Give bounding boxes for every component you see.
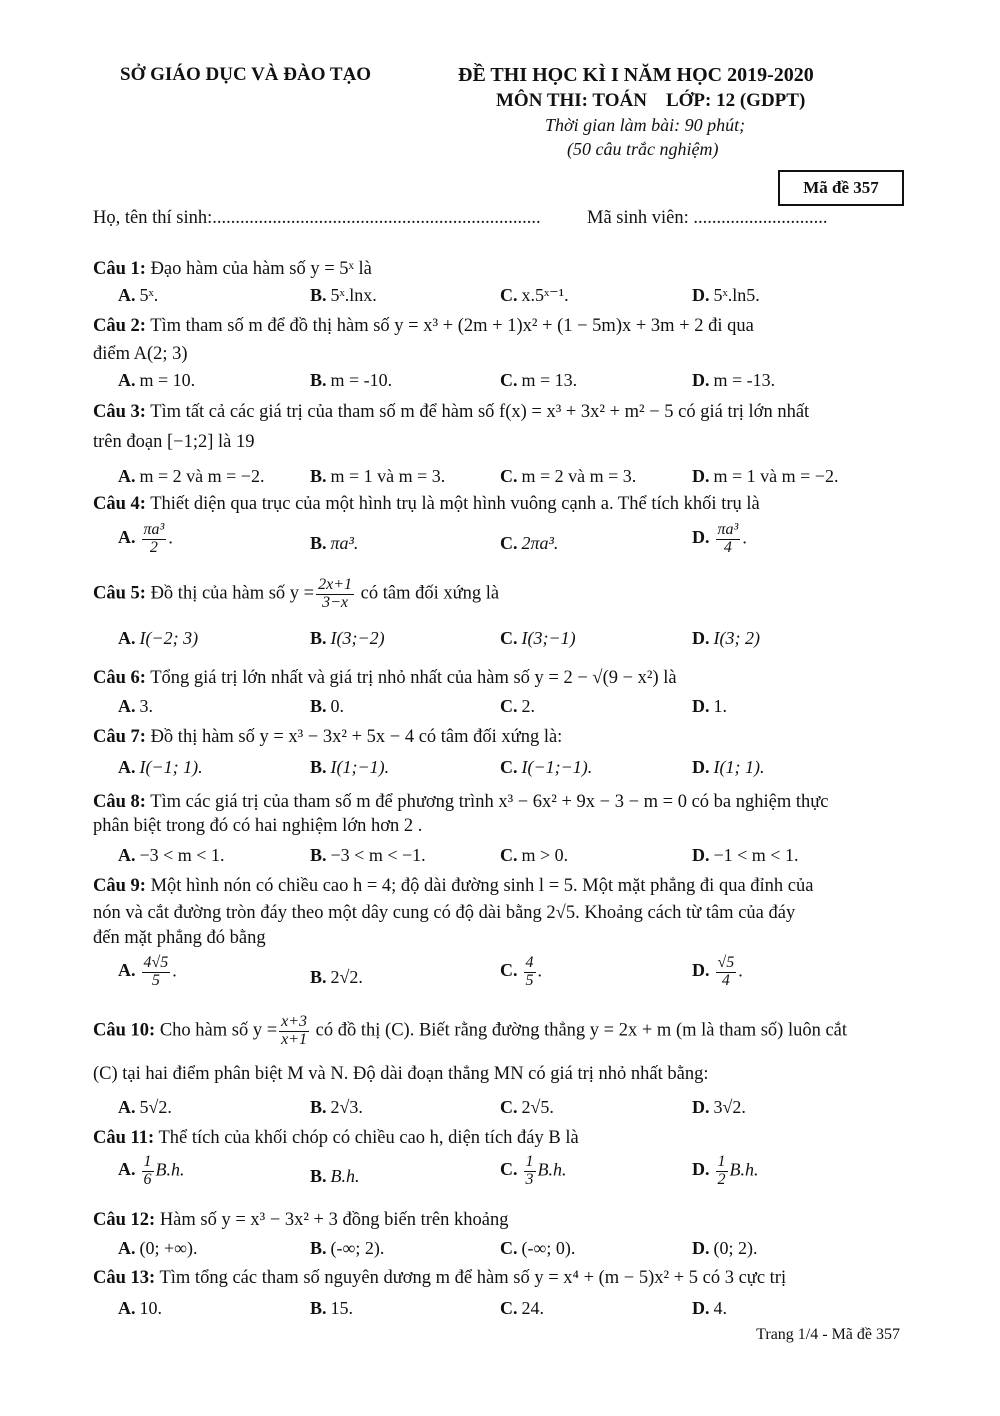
student-id-field[interactable]: Mã sinh viên: ............................. [587, 208, 828, 228]
q11-option-c[interactable]: C. $\frac{1}{3}$ B.h. [500, 1153, 567, 1188]
q7-option-b[interactable]: B. I(1;−1). [310, 757, 390, 777]
q4-option-a[interactable]: A. $\frac{\text{πa³}}{2}$ . [118, 521, 173, 556]
question-9-cont-2: đến mặt phẳng đó bằng [93, 928, 266, 948]
page-footer: Trang 1/4 - Mã đề 357 [756, 1326, 900, 1343]
q13-option-b[interactable]: B. 15. [310, 1298, 354, 1318]
question-1: Câu 1: Đạo hàm của hàm số y = 5ˣ là [93, 259, 372, 279]
q5-option-b[interactable]: B. I(3;−2) [310, 628, 385, 648]
q2-option-b[interactable]: B. m = -10. [310, 370, 393, 390]
q13-option-d[interactable]: D. 4. [692, 1298, 727, 1318]
q9-option-c[interactable]: C. $\frac{4}{5}$ . [500, 954, 542, 989]
q8-option-a[interactable]: A. −3 < m < 1. [118, 845, 225, 865]
q8-option-d[interactable]: D. −1 < m < 1. [692, 845, 799, 865]
exam-title: ĐỀ THI HỌC KÌ I NĂM HỌC 2019-2020 [458, 64, 814, 86]
question-9-cont-1: nón và cắt đường tròn đáy theo một dây cung có độ dài bằng 2√5. Khoảng cách từ tâm của đáy [93, 903, 796, 923]
q7-option-a[interactable]: A. I(−1; 1). [118, 757, 203, 777]
department-name: SỞ GIÁO DỤC VÀ ĐÀO TẠO [120, 64, 372, 85]
question-13: Câu 13: Tìm tổng các tham số nguyên dương m để hàm số y = x⁴ + (m − 5)x² + 5 có 3 cực trị [93, 1268, 787, 1288]
question-2: Câu 2: Tìm tham số m để đồ thị hàm số y = x³ + (2m + 1)x² + (1 − 5m)x + 3m + 2 đi qua [93, 316, 754, 336]
q12-option-b[interactable]: B. (-∞; 2). [310, 1238, 385, 1258]
q2-option-a[interactable]: A. m = 10. [118, 370, 196, 390]
question-2-cont: điểm A(2; 3) [93, 344, 188, 364]
question-12: Câu 12: Hàm số y = x³ − 3x² + 3 đồng biến trên khoảng [93, 1210, 509, 1230]
q10-option-a[interactable]: A. 5√2. [118, 1097, 172, 1117]
q4-option-b[interactable]: B. πa³. [310, 533, 359, 553]
q6-option-a[interactable]: A. 3. [118, 696, 153, 716]
q11-option-a[interactable]: A. $\frac{1}{6}$ B.h. [118, 1153, 185, 1188]
question-8-cont: phân biệt trong đó có hai nghiệm lớn hơn 2 . [93, 816, 423, 836]
question-7: Câu 7: Đồ thị hàm số y = x³ − 3x² + 5x − 4 có tâm đối xứng là: [93, 727, 563, 747]
question-3-cont: trên đoạn [−1;2] là 19 [93, 432, 255, 452]
q8-option-b[interactable]: B. −3 < m < −1. [310, 845, 426, 865]
q3-option-a[interactable]: A. m = 2 và m = −2. [118, 466, 265, 486]
q1-option-b[interactable]: B. 5ˣ.lnx. [310, 285, 377, 305]
question-3: Câu 3: Tìm tất cả các giá trị của tham số m để hàm số f(x) = x³ + 3x² + m² − 5 có giá trị lớn nhất [93, 402, 810, 422]
q2-option-d[interactable]: D. m = -13. [692, 370, 776, 390]
q10-option-c[interactable]: C. 2√5. [500, 1097, 554, 1117]
q5-option-a[interactable]: A. I(−2; 3) [118, 628, 199, 648]
question-8: Câu 8: Tìm các giá trị của tham số m để phương trình x³ − 6x² + 9x − 3 − m = 0 có ba nghiệm thực [93, 792, 829, 812]
q13-option-c[interactable]: C. 24. [500, 1298, 544, 1318]
question-11: Câu 11: Thể tích của khối chóp có chiều cao h, diện tích đáy B là [93, 1128, 579, 1148]
exam-code-box: Mã đề 357 [778, 170, 904, 206]
q7-option-c[interactable]: C. I(−1;−1). [500, 757, 593, 777]
question-6: Câu 6: Tổng giá trị lớn nhất và giá trị nhỏ nhất của hàm số y = 2 − √(9 − x²) là [93, 668, 677, 688]
exam-subject: MÔN THI: TOÁN LỚP: 12 (GDPT) [496, 90, 806, 111]
question-5: Câu 5: Đồ thị của hàm số y = $\frac{2x+1}{3-x}$ có tâm đối xứng là [93, 576, 500, 611]
q1-option-a[interactable]: A. 5ˣ. [118, 285, 159, 305]
q12-option-a[interactable]: A. (0; +∞). [118, 1238, 198, 1258]
question-9: Câu 9: Một hình nón có chiều cao h = 4; độ dài đường sinh l = 5. Một mặt phẳng đi qua đỉnh của [93, 876, 814, 896]
q9-option-b[interactable]: B. 2√2. [310, 967, 363, 987]
q12-option-c[interactable]: C. (-∞; 0). [500, 1238, 576, 1258]
q5-option-c[interactable]: C. I(3;−1) [500, 628, 576, 648]
q11-option-d[interactable]: D. $\frac{1}{2}$ B.h. [692, 1153, 759, 1188]
question-count: (50 câu trắc nghiệm) [567, 139, 719, 159]
student-name-field[interactable]: Họ, tên thí sinh:....................................................................... [93, 208, 541, 228]
q6-option-c[interactable]: C. 2. [500, 696, 535, 716]
q3-option-c[interactable]: C. m = 2 và m = 3. [500, 466, 637, 486]
q6-option-d[interactable]: D. 1. [692, 696, 727, 716]
q4-option-c[interactable]: C. 2πa³. [500, 533, 559, 553]
q1-option-d[interactable]: D. 5ˣ.ln5. [692, 285, 760, 305]
question-10: Câu 10: Cho hàm số y = $\frac{x+3}{x+1}$ có đồ thị (C). Biết rằng đường thẳng y = 2x + m (m là tham số) luôn cắt [93, 1013, 848, 1048]
q2-option-c[interactable]: C. m = 13. [500, 370, 578, 390]
q9-option-d[interactable]: D. $\frac{√5}{4}$ . [692, 954, 743, 989]
q13-option-a[interactable]: A. 10. [118, 1298, 162, 1318]
question-10-cont: (C) tại hai điểm phân biệt M và N. Độ dài đoạn thẳng MN có giá trị nhỏ nhất bằng: [93, 1064, 709, 1084]
q10-option-d[interactable]: D. 3√2. [692, 1097, 746, 1117]
q1-option-c[interactable]: C. x.5ˣ⁻¹. [500, 285, 569, 305]
question-4: Câu 4: Thiết diện qua trục của một hình trụ là một hình vuông cạnh a. Thể tích khối trụ là [93, 494, 760, 514]
q6-option-b[interactable]: B. 0. [310, 696, 345, 716]
q12-option-d[interactable]: D. (0; 2). [692, 1238, 758, 1258]
q10-option-b[interactable]: B. 2√3. [310, 1097, 363, 1117]
q5-option-d[interactable]: D. I(3; 2) [692, 628, 760, 648]
q4-option-d[interactable]: D. $\frac{\text{πa³}}{4}$ . [692, 521, 747, 556]
q9-option-a[interactable]: A. $\frac{4√5}{5}$ . [118, 954, 177, 989]
exam-time: Thời gian làm bài: 90 phút; [545, 115, 746, 135]
q3-option-d[interactable]: D. m = 1 và m = −2. [692, 466, 839, 486]
q7-option-d[interactable]: D. I(1; 1). [692, 757, 765, 777]
q8-option-c[interactable]: C. m > 0. [500, 845, 569, 865]
q3-option-b[interactable]: B. m = 1 và m = 3. [310, 466, 446, 486]
q11-option-b[interactable]: B. B.h. [310, 1166, 360, 1186]
